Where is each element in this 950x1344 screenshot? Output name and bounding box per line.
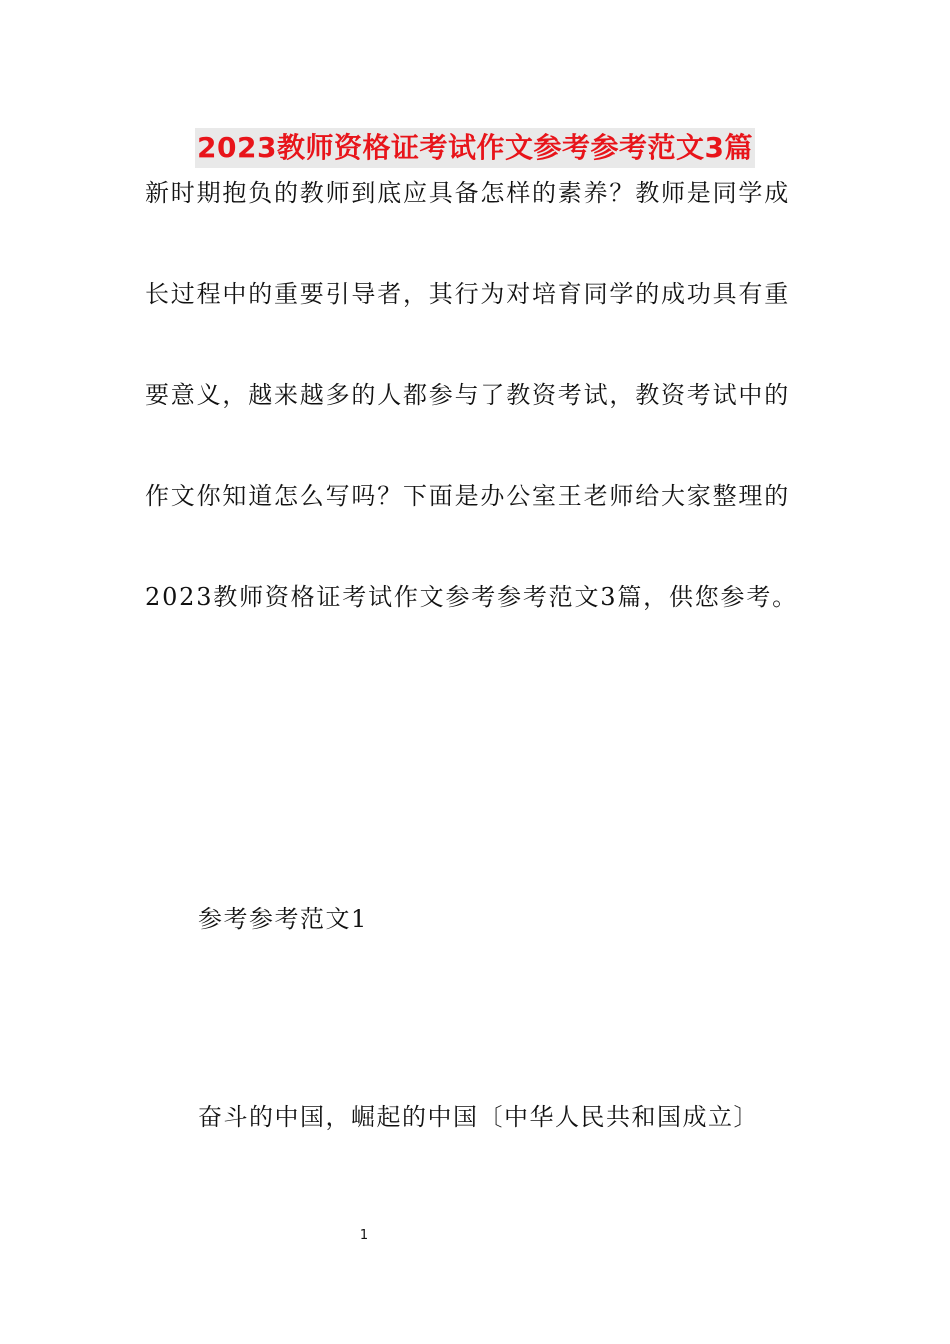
intro-line: 2023教师资格证考试作文参考参考范文3篇，供您参考。 (145, 583, 798, 611)
section-heading: 参考参考范文1 (198, 905, 368, 933)
page-number: 1 (359, 1228, 369, 1243)
intro-line: 长过程中的重要引导者，其行为对培育同学的成功具有重 (145, 280, 790, 308)
intro-paragraph (145, 175, 810, 680)
intro-line: 新时期抱负的教师到底应具备怎样的素养？教师是同学成 (145, 179, 790, 207)
document-title: 2023教师资格证考试作文参考参考范文3篇 (195, 128, 755, 168)
document-title-wrapper (0, 128, 950, 168)
intro-line: 要意义，越来越多的人都参与了教资考试，教资考试中的 (145, 381, 790, 409)
intro-line: 作文你知道怎么写吗？下面是办公室王老师给大家整理的 (145, 482, 790, 510)
section-paragraph: 奋斗的中国，崛起的中国〔中华人民共和国成立〕 (198, 1103, 759, 1131)
